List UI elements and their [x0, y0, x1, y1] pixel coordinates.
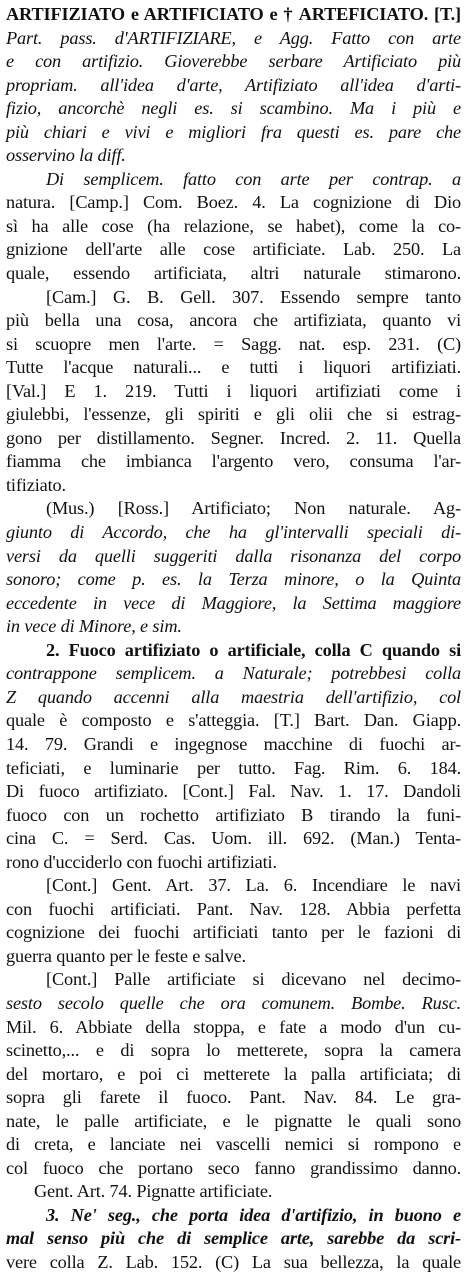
entry-text-line: Di semplicem. fatto con arte per contrap. a — [46, 168, 461, 189]
entry-text-line: scinetto,... e di sopra lo metterete, sopra la camera — [6, 1040, 461, 1061]
entry-text-line: cina C. = Serd. Cas. Uom. ill. 692. (Man.) Tenta- — [6, 828, 461, 849]
entry-text-line: giulebbi, l'essenze, gli spiriti e gli olii che si estrag- — [6, 404, 461, 425]
entry-headword-line — [6, 3, 461, 27]
entry-text-line: versi da quelli suggeriti dalla risonanza del corpo — [6, 545, 461, 566]
entry-section-2-line — [6, 639, 461, 663]
entry-text-line: Tutte l'acque naturali... e tutti i liquori artifiziati. — [6, 357, 461, 378]
entry-text-line: gnizione dell'arte alle cose artificiate. Lab. 250. La — [6, 239, 461, 260]
entry-text-line: del mortaro, e poi ci metterete la palla artificiata; di — [6, 1063, 461, 1084]
entry-text-line: sonoro; come p. es. la Terza minore, o la Quinta — [6, 569, 461, 590]
entry-text-line: [Val.] E 1. 219. Tutti i liquori artifiziati come i — [6, 380, 461, 401]
entry-text-line: 14. 79. Grandi e ingegnose macchine di fuochi ar- — [6, 733, 461, 754]
entry-text-line: eccedente in vece di Maggiore, la Settima maggiore — [6, 592, 461, 613]
entry-text-line: e con artifizio. Gioverebbe serbare Artificiato più — [6, 51, 461, 72]
entry-text-line: guerra quanto per le feste e salve. — [6, 945, 246, 966]
entry-text-line: si scuopre men l'arte. = Sagg. nat. esp. 231. (C) — [6, 333, 461, 354]
entry-text-line: di creta, e lanciate nei vascelli nemici si rompono e — [6, 1134, 461, 1155]
entry-text-line: col fuoco che portano seco fanno grandissimo danno. — [6, 1157, 461, 1178]
entry-text-line: rono d'ucciderlo con fuochi artifiziati. — [6, 851, 277, 872]
entry-text-line: sesto secolo quelle che ora comunem. Bombe. Rusc. — [6, 992, 461, 1013]
entry-text-line: Gent. Art. 74. Pignatte artificiate. — [34, 1181, 273, 1202]
headword-segment: ARTIFIZIATO e ARTIFICIATO e † ARTEFICIATO. [T.] — [6, 4, 461, 24]
entry-text-line: natura. [Camp.] Com. Boez. 4. La cognizione di Dio — [6, 192, 461, 213]
entry-text-line: fuoco con un rochetto artifiziato B tirando la funi- — [6, 804, 461, 825]
section-text: 3. Ne' seg., che porta idea d'artifizio, in buono e — [46, 1204, 461, 1225]
entry-text-line: [Cam.] G. B. Gell. 307. Essendo sempre tanto — [46, 286, 461, 307]
entry-text-line: [Cont.] Palle artificiate si dicevano nel decimo- — [46, 969, 461, 990]
entry-text-line: teficiati, e luminarie per tutto. Fag. Rim. 6. 184. — [6, 757, 461, 778]
entry-text-line: fiamma che imbianca l'argento vero, consuma l'ar- — [6, 451, 461, 472]
entry-text-line: [Cont.] Gent. Art. 37. La. 6. Incendiare le navi — [46, 875, 461, 896]
entry-text-line: più chiari e vivi e migliori fra questi es. pare che — [6, 121, 461, 142]
entry-text-line: cognizione dei fuochi artificiati tanto per le fazioni di — [6, 922, 461, 943]
entry-text-line: sopra gli farete il fuoco. Pant. Nav. 84. Le gra- — [6, 1087, 461, 1108]
entry-text-line: Part. pass. d'ARTIFIZIARE, e Agg. Fatto con arte — [6, 27, 461, 48]
entry-text-line: propriam. all'idea d'arte, Artifiziato all'idea d'arti- — [6, 74, 461, 95]
entry-text-line: più bella una cosa, ancora che artifiziata, quanto vi — [6, 310, 461, 331]
entry-text-line: tifiziato. — [6, 474, 66, 495]
entry-text-line: vere colla Z. Lab. 152. (C) La sua bellezza, la quale — [6, 1251, 461, 1272]
entry-text-line: nate, le palle artificiate, e le pignatte le quali sono — [6, 1110, 461, 1131]
entry-text-line: sì ha alle cose (ha relazione, se habet), come la co- — [6, 215, 461, 236]
entry-text-line: giunto di Accordo, che ha gl'intervalli speciali di- — [6, 522, 461, 543]
entry-text-line: (Mus.) [Ross.] Artificiato; Non naturale. Ag- — [46, 498, 461, 519]
entry-section-3-line — [6, 1204, 461, 1228]
entry-text-line: quale, essendo artificiata, altri naturale stimarono. — [6, 263, 461, 284]
entry-text-line: quale è composto e s'atteggia. [T.] Bart. Dan. Giapp. — [6, 710, 461, 731]
entry-text-line: in vece di Minore, e sim. — [6, 616, 182, 637]
entry-text-line: mal senso più che di semplice arte, sarebbe da scri- — [6, 1228, 461, 1249]
entry-text-line: contrappone semplicem. a Naturale; potrebbesi colla — [6, 663, 461, 684]
entry-text-line: Di fuoco artifiziato. [Cont.] Fal. Nav. 1. 17. Dandoli — [6, 781, 461, 802]
entry-text-line: fizio, ancorchè negli es. si scambino. Ma i più e — [6, 98, 461, 119]
entry-text-line: Z quando accenni alla maestria dell'artifizio, col — [6, 686, 461, 707]
entry-text-line: Mil. 6. Abbiate della stoppa, e fate a modo d'un cu- — [6, 1016, 461, 1037]
entry-text-line: osservino la diff. — [6, 145, 126, 166]
entry-text-line: con fuochi artificiati. Pant. Nav. 128. Abbia perfetta — [6, 898, 461, 919]
section-text: 2. Fuoco artifiziato o artificiale, colla C quando si — [46, 639, 461, 660]
entry-text-line: gono per distillamento. Segner. Incred. 2. 11. Quella — [6, 427, 461, 448]
